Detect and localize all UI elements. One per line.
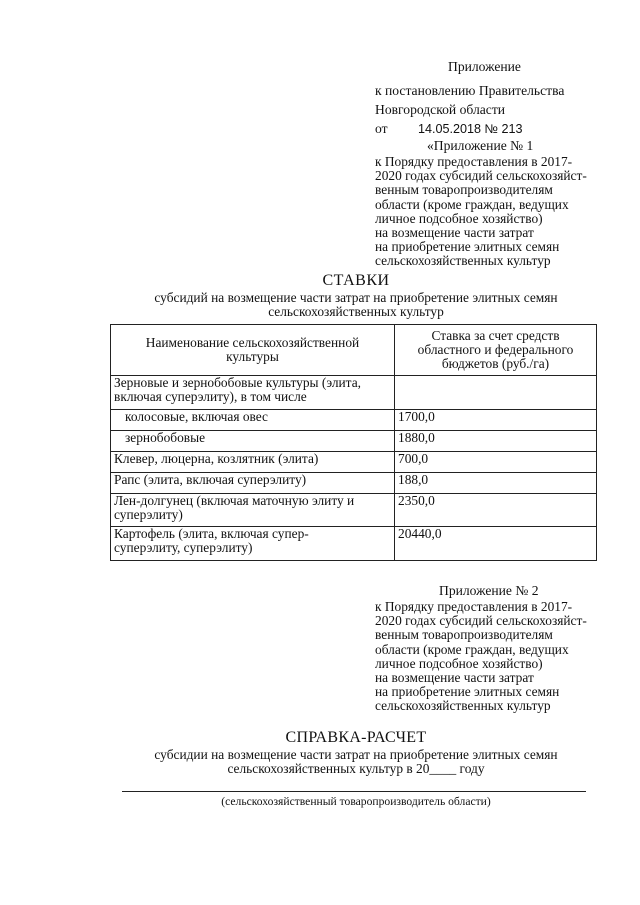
crop-name-line: зернобобовые bbox=[125, 430, 206, 445]
rates-title-text: СТАВКИ bbox=[322, 272, 390, 289]
order1-line-8: сельскохозяйственных культур bbox=[375, 253, 551, 269]
rates-table bbox=[110, 324, 597, 561]
order2-line-2: 2020 годах субсидий сельскохозяйст- bbox=[375, 613, 587, 629]
producer-caption bbox=[0, 795, 640, 808]
order1-line-4: области (кроме граждан, ведущих bbox=[375, 196, 569, 212]
order1-line-7: на приобретение элитных семян bbox=[375, 239, 560, 255]
crop-name-cell bbox=[111, 410, 395, 431]
appendix-1-title bbox=[427, 137, 533, 154]
appendix-2-title bbox=[439, 582, 539, 599]
rate-cell bbox=[395, 431, 597, 452]
rate-cell bbox=[395, 473, 597, 494]
calc-subtitle-line-1: субсидии на возмещение части затрат на приобретение элитных семян bbox=[154, 747, 558, 762]
order2-line-5: личное подсобное хозяйство) bbox=[375, 655, 543, 671]
crop-name-line: суперэлиту, суперэлиту) bbox=[114, 540, 253, 556]
decree-line-1: к постановлению Правительства bbox=[375, 83, 565, 98]
order2-line-4: области (кроме граждан, ведущих bbox=[375, 641, 569, 657]
rates-subtitle bbox=[0, 291, 640, 319]
crop-name-cell bbox=[111, 376, 395, 410]
appendix-1-order bbox=[375, 155, 587, 269]
rate-value: 1880,0 bbox=[398, 430, 435, 445]
crop-name-cell bbox=[111, 452, 395, 473]
decree-date-number: 14.05.2018 № 213 bbox=[418, 122, 523, 136]
calc-subtitle bbox=[0, 748, 640, 776]
order1-line-2: 2020 годах субсидий сельскохозяйст- bbox=[375, 168, 587, 184]
crop-name-line: Рапс (элита, включая суперэлиту) bbox=[114, 472, 307, 487]
calc-title bbox=[0, 729, 640, 747]
rate-value: 700,0 bbox=[398, 451, 429, 466]
rate-cell bbox=[395, 494, 597, 527]
rates-title bbox=[0, 272, 640, 290]
crop-name-cell bbox=[111, 494, 395, 527]
rates-table-header-row bbox=[111, 325, 597, 376]
header-rate-line-2: областного и федерального bbox=[417, 341, 574, 357]
header-crop-name bbox=[111, 325, 395, 376]
crop-name-cell bbox=[111, 431, 395, 452]
decree-date-prefix: от bbox=[375, 121, 388, 136]
order1-line-6: на возмещение части затрат bbox=[375, 225, 534, 241]
table-row bbox=[111, 452, 597, 473]
crop-name-line: Лен-долгунец (включая маточную элиту и bbox=[114, 493, 355, 508]
order1-line-5: личное подсобное хозяйство) bbox=[375, 210, 543, 226]
rate-cell bbox=[395, 452, 597, 473]
appendix-1-title-text: «Приложение № 1 bbox=[427, 138, 534, 153]
rates-subtitle-line-1: субсидий на возмещение части затрат на приобретение элитных семян bbox=[154, 290, 558, 305]
order1-line-3: венным товаропроизводителям bbox=[375, 182, 553, 198]
order2-line-7: на приобретение элитных семян bbox=[375, 684, 560, 700]
table-row bbox=[111, 473, 597, 494]
order2-line-1: к Порядку предоставления в 2017- bbox=[375, 599, 573, 614]
appendix-1-heading-text: Приложение bbox=[448, 59, 521, 74]
table-row bbox=[111, 494, 597, 527]
header-rate-line-1: Ставка за счет средств bbox=[431, 327, 560, 343]
order1-line-1: к Порядку предоставления в 2017- bbox=[375, 154, 573, 169]
crop-name-line: Клевер, люцерна, козлятник (элита) bbox=[114, 451, 319, 466]
decree-line-2: Новгородской области bbox=[375, 102, 506, 117]
crop-name-cell bbox=[111, 527, 395, 561]
rate-cell bbox=[395, 527, 597, 561]
header-rate bbox=[395, 325, 597, 376]
producer-signature-line bbox=[122, 791, 586, 792]
rate-cell bbox=[395, 376, 597, 410]
table-row bbox=[111, 431, 597, 452]
crop-name-line: Картофель (элита, включая супер- bbox=[114, 526, 309, 541]
crop-name-line: включая суперэлиту), в том числе bbox=[114, 389, 307, 405]
table-row bbox=[111, 376, 597, 410]
crop-name-cell bbox=[111, 473, 395, 494]
order2-line-3: венным товаропроизводителям bbox=[375, 627, 553, 643]
producer-caption-text: (сельскохозяйственный товаропроизводитель области) bbox=[221, 795, 491, 808]
calc-subtitle-line-2: сельскохозяйственных культур в 20____ году bbox=[227, 761, 485, 777]
appendix-2-order bbox=[375, 600, 587, 714]
rate-value: 2350,0 bbox=[398, 493, 435, 508]
appendix-2-title-text: Приложение № 2 bbox=[439, 583, 539, 598]
rate-cell bbox=[395, 410, 597, 431]
order2-line-8: сельскохозяйственных культур bbox=[375, 698, 551, 714]
rates-subtitle-line-2: сельскохозяйственных культур bbox=[268, 304, 444, 320]
calc-title-text: СПРАВКА-РАСЧЕТ bbox=[285, 729, 427, 746]
appendix-1-heading bbox=[448, 58, 521, 75]
rate-value: 20440,0 bbox=[398, 526, 442, 541]
table-row bbox=[111, 527, 597, 561]
crop-name-line: колосовые, включая овес bbox=[125, 409, 269, 424]
header-crop-line-2: культуры bbox=[226, 349, 279, 364]
order2-line-6: на возмещение части затрат bbox=[375, 670, 534, 686]
crop-name-line: суперэлиту) bbox=[114, 507, 183, 523]
header-crop-line-1: Наименование сельскохозяйственной bbox=[145, 334, 360, 350]
rate-value: 1700,0 bbox=[398, 409, 435, 424]
rate-value: 188,0 bbox=[398, 472, 429, 487]
crop-name-line: Зерновые и зернобобовые культуры (элита, bbox=[114, 375, 361, 390]
decree-reference bbox=[375, 81, 564, 139]
header-rate-line-3: бюджетов (руб./га) bbox=[441, 356, 550, 372]
table-row bbox=[111, 410, 597, 431]
